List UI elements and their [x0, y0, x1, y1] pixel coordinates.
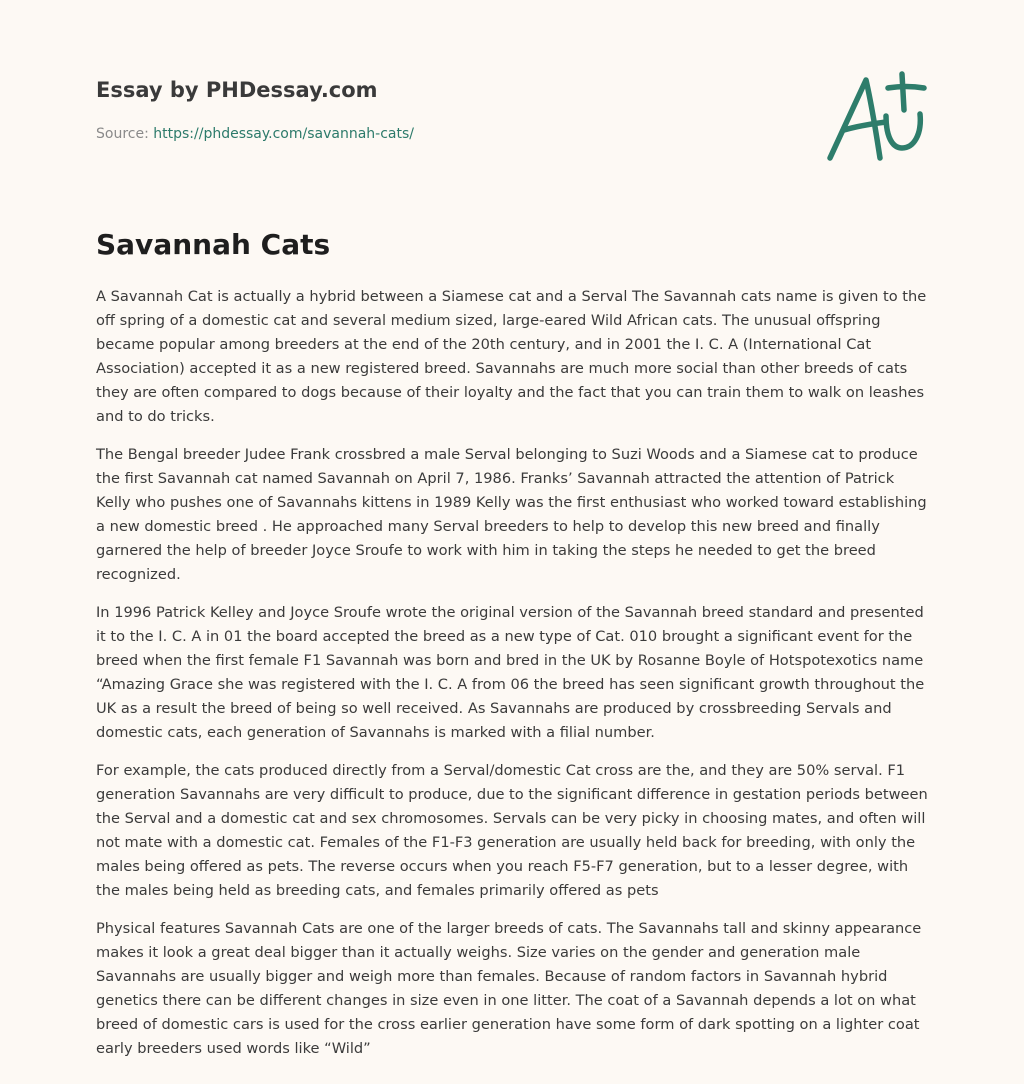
essay-paragraph: In 1996 Patrick Kelley and Joyce Sroufe wrote the original version of the Savannah breed standard and presented it to the I. C. A in 01 the board accepted the breed as a new type of Cat. 010 brought a significant event for the breed when the first female F1 Savannah was born and bred in the UK by Rosanne Boyle of Hotspotexotics name “Amazing Grace she was registered with the I. C. A from 06 the breed has seen significant growth throughout the UK as a result the breed of being so well received. As Savannahs are produced by crossbreeding Servals and domestic cats, each generation of Savannahs is marked with a filial number.: [96, 604, 925, 741]
essay-body: [96, 285, 932, 1075]
source-label: Source:: [96, 126, 149, 142]
header: [96, 76, 796, 144]
letter-a-stroke: [830, 80, 880, 158]
plus-horizontal: [888, 87, 924, 89]
plus-vertical: [902, 74, 904, 110]
essay-paragraph: The Bengal breeder Judee Frank crossbred a male Serval belonging to Suzi Woods and a Siamese cat to produce the first Savannah cat named Savannah on April 7, 1986. Franks’ Savannah attracted the attention of Patrick Kelly who pushes one of Savannahs kittens in 1989 Kelly was the first enthusiast who worked toward establishing a new domestic breed . He approached many Serval breeders to help to develop this new breed and finally garnered the help of breeder Joyce Sroufe to work with him in taking the steps he needed to get the breed recognized.: [96, 446, 927, 583]
letter-a-crossbar: [844, 122, 886, 130]
essay-paragraph: A Savannah Cat is actually a hybrid between a Siamese cat and a Serval The Savannah cats name is given to the off spring of a domestic cat and several medium sized, large-eared Wild African cats. The unusual offspring became popular among breeders at the end of the 20th century, and in 2001 the I. C. A (International Cat Association) accepted it as a new registered breed. Savannahs are much more social than other breeds of cats they are often compared to dogs because of their loyalty and the fact that you can train them to walk on leashes and to do tricks.: [96, 288, 927, 425]
smile-curve: [886, 114, 920, 148]
essay-title: Savannah Cats: [96, 228, 331, 261]
essay-paragraph: Physical features Savannah Cats are one of the larger breeds of cats. The Savannahs tall and skinny appearance makes it look a great deal bigger than it actually weighs. Size varies on the gender and generation male Savannahs are usually bigger and weigh more than females. Because of random factors in Savannah hybrid genetics there can be different changes in size even in one litter. The coat of a Savannah depends a lot on what breed of domestic cars is used for the cross earlier generation have some form of dark spotting on a lighter coat early breeders used words like “Wild”: [96, 920, 922, 1057]
source-link[interactable]: https://phdessay.com/savannah-cats/: [153, 126, 414, 142]
essay-paragraph: For example, the cats produced directly from a Serval/domestic Cat cross are the, and they are 50% serval. F1 generation Savannahs are very difficult to produce, due to the significant difference in gestation periods between the Serval and a domestic cat and sex chromosomes. Servals can be very picky in choosing mates, and often will not mate with a domestic cat. Females of the F1-F3 generation are usually held back for breeding, with only the males being offered as pets. The reverse occurs when you reach F5-F7 generation, but to a lesser degree, with the males being held as breeding cats, and females primarily offered as pets: [96, 762, 928, 899]
source-line: [96, 124, 796, 144]
brand-title: Essay by PHDessay.com: [96, 78, 378, 102]
a-plus-grade-icon: [820, 66, 930, 166]
